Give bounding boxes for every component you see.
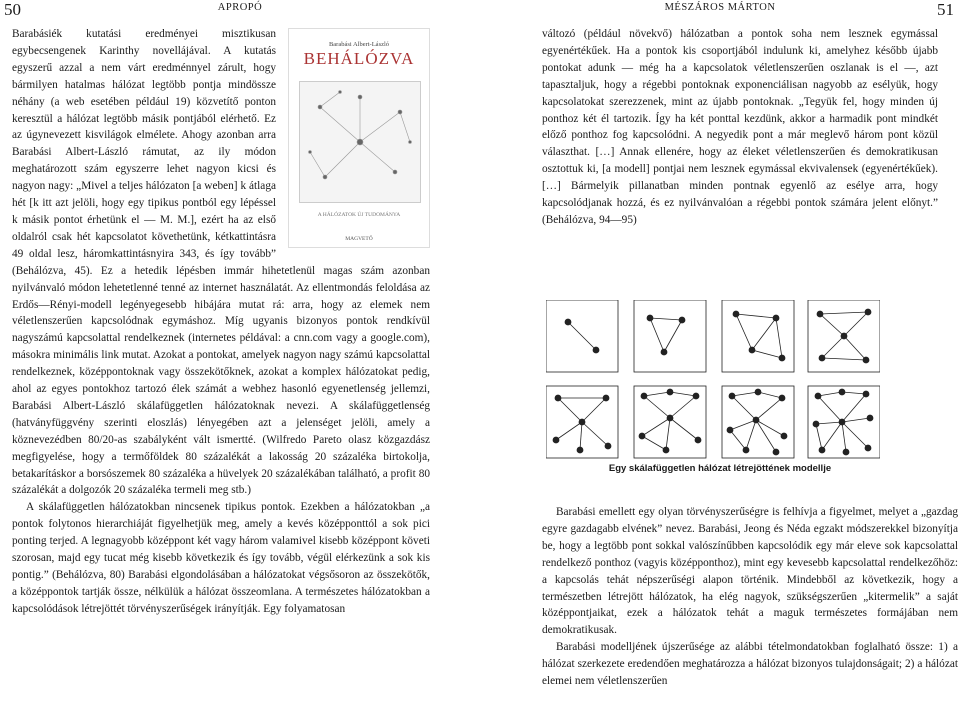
cover-network-illustration: [299, 81, 421, 203]
right-column-text-bottom: [542, 504, 958, 690]
right-paragraph-3: Barabási modelljének újszerűsége az alábbi tételmondatokban foglalható össze: 1) a hálózat szerkezete eredendően meghatározza a hálózat bizonyos tulajdonságait; 2) a hálózat elemei nem véletlenszerűen: [542, 641, 958, 688]
panel-3: [722, 300, 794, 372]
left-paragraph-2: A skálafüggetlen hálózatokban nincsenek tipikus pontok. Ezekben a hálózatokban „a pontok folytonos hierarchiáját figyelhetjük meg, amely a kevés középponttól a sok pici ponting terjed. A legnagyobb középpont két vagy három valamivel kisebb középpont követi szorosan, majd egy tucat még kisebb következik és így tovább, végül elérkezünk a sok kis pontig.” (Behálózva, 80) Barabási elgondolásában a hálózatokat végsősoron az összekötők, a középpontok tartják össze, nélkülük a hálózat összeomlana. A természetes hálózatokban a kapcsolódások létrejöttét törvényszerűségek irányítják. Egy folyamatosan: [12, 501, 430, 615]
cover-subtitle: A HÁLÓZATOK ÚJ TUDOMÁNYA: [317, 212, 401, 218]
scale-free-network-figure: [546, 300, 880, 462]
left-column-text: [12, 26, 430, 618]
running-head-right: MÉSZÁROS MÁRTON: [664, 2, 776, 13]
left-paragraph-1: Barabásiék kutatási eredményei misztikusan egybecsengenek Karinthy novellájával. A kutatás egyszerű azzal a nem várt eredménnyel zárult, hogy bármilyen hatalmas hálózat legtöbb pontja mindössze néhány (a web esetében például 19) közvetítő ponton keresztül a hálózat legtöbb másik pontjából elérhető. Ez az úgynevezett kisvilágok elmélete. Ahogy azonban arra Barabási Albert-László rámutat, az ily módon meghatározott szám egyszerre lehet nagyon kicsi és nagyon nagy: „Mivel a teljes hálózaton [a weben] k átlaga hét [k itt azt jelöli, hogy egy tipikus pontból egy lépéssel k másik pontot érhetünk el — M. M.], ezért ha az első oldalról csak hét kapcsolatot követhetünk, kétkattintásra 49 oldal lesz, háromkattintásnyira 343, és így tovább” (Behálózva, 45). Ez a hetedik lépésben immár hihetetlenül magas szám azonban nyilvánvaló módon lehetetlenné tenné az internet használatát. Az ellentmondás feloldása az Erdős—Rényi-modell legényegesebb hibájára mutat rá: arra, hogy az elemek nem véletlenszerűen kapcsolódnak egymáshoz. Míg ugyanis bizonyos pontok rendkívül nagyszámú kapcsolattal rendelkeznek (internetes példával: a cnn.com vagy a google.com), másokra minimális link mutat. Azokat a pontokat, amelyek nagyon nagy számú kapcsolattal rendelkeznek, középpontoknak vagy összekötőknek, azokat a komplex hálózatokat pedig, ahol az egyes pontokhoz tartozó élek számát a webhez hasonló egyenetlenség jellemzi, Barabási Albert-László skálafüggetlen hálózatoknak nevezi. A skálafüggetlenség (hatványfüggvény szerinti eloszlás) lényegében azt a jelenséget jelöli, amely a köznevezédben 80/20-as szabályként vált ismertté. (Wilfredo Pareto olasz közgazdász megfigyelése, hogy a termőföldek 80 százalékát a lakosság 20 százaléka birtokolja, betakarításkor a borsószemek 80 százaléka a hüvelyek 20 százalékában található, a profit 80 százalékát a dolgozók 20 százaléka termeli meg stb.): [12, 28, 430, 497]
page-number-right: 51: [937, 0, 954, 19]
right-paragraph-2: Barabási emellett egy olyan törvényszerűségre is felhívja a figyelmet, melyet a „gazdag egyre gazdagabb elvének” nevez. Barabási, Jeong és Néda egzakt módszerekkel bizonyítja be, hogy a legtöbb pont sokkal valószínűbben kapcsolódik egy már eleve sok kapcsolattal rendelkező ponthoz (vagyis középponthoz), mint egy kevesebb kapcsolattal rendelkezőhöz: a kapcsolás tehát népszerűségi alapon történik. Mindebből az következik, hogy a természetben létrejött hálózatok, ha elég nagyok, szükségszerűen „kitermelik” a saját középpontjaikat, ezek a hálózatok tehát a maguk természetes formájában nem demokratikusak.: [542, 506, 958, 637]
running-head-left: APROPÓ: [217, 2, 263, 13]
figure-caption: Egy skálafüggetlen hálózat létrejöttének modellje: [608, 463, 832, 474]
right-column-text-top: [542, 26, 938, 229]
book-cover-image: [288, 28, 430, 248]
cover-publisher: MAGVETŐ: [345, 236, 373, 242]
right-paragraph-1: változó (például növekvő) hálózatban a pontok soha nem lesznek egymással egyenértékűek. Ha a pontok kis csoportjából indulunk ki, amelyhez később újabb pontokat adunk — még ha a kapcsolatok véletlenszerűen oszlanak is el —, azt tapasztaljuk, hogy a régebbi pontoknak exponenciálisan nagyobb az esélyük, hogy kapcsolatokat szerezzenek, mint az újabb pontoknak. „Tegyük fel, hogy minden új ponthoz két él tartozik. Így ha két ponttal kezdünk, akkor a harmadik pont mindkét előző ponthoz fog kapcsolódni. A negyedik pont a már meglevő három pont közül választhat. […] Annak ellenére, hogy az éleket véletlenszerűen és demokratikusan osztottuk ki, [a modell] pontjai nem lesznek egymással ekvivalensek (egyenértékűek). […] Bármelyik pillanatban minden pontnak egyenlő az esélye arra, hogy kapcsolódjanak hozzá, és ez nyilvánvalóan a régebbi pontok számára jelent előnyt.” (Behálózva, 94—95): [542, 28, 938, 226]
panel-2: [634, 300, 706, 372]
cover-title: BEHÁLÓZVA: [303, 49, 415, 68]
cover-author: Barabási Albert-László: [328, 41, 390, 48]
page-number-left: 50: [4, 0, 21, 19]
network-diagram-svg: [546, 300, 880, 462]
